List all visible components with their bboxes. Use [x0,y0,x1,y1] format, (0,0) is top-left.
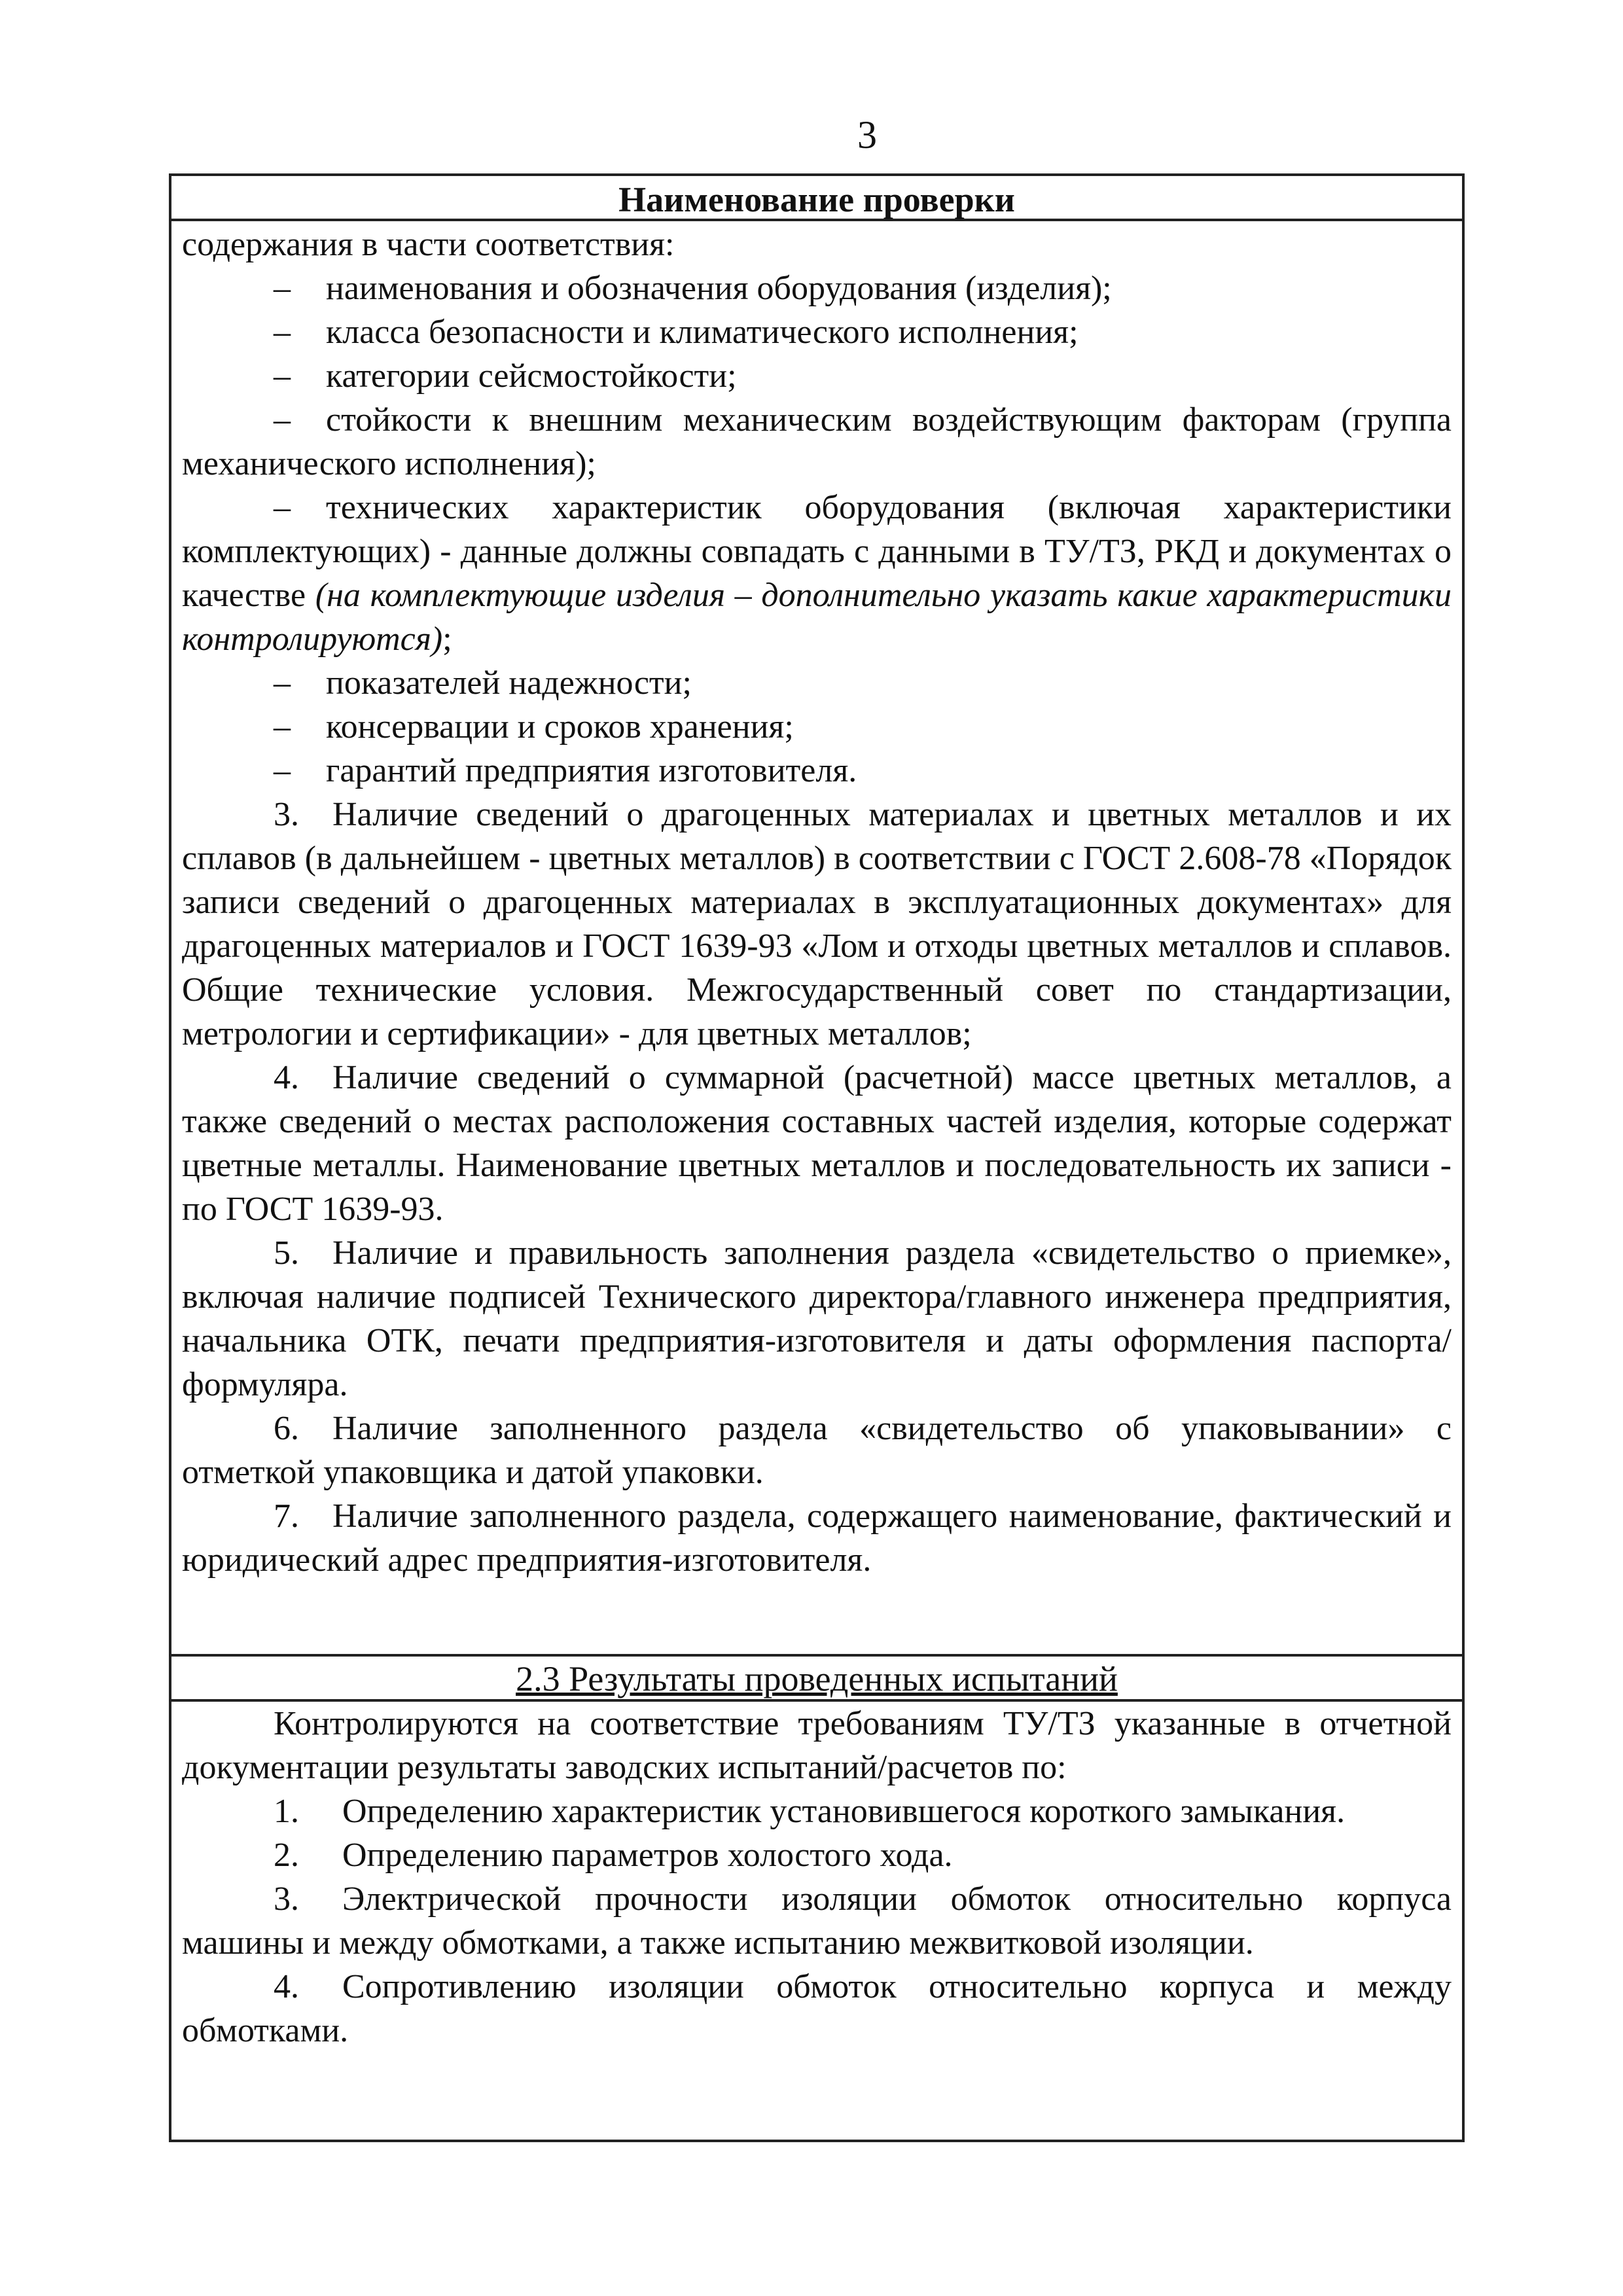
dash-mark: – [274,270,291,307]
numbered-item: 3. Электрической прочности изоляции обмоток относительно корпуса машины и между обмотками, а также испытанию межвитковой изоляции. [182,1880,1452,1962]
numbered-item: 3. Наличие сведений о драгоценных материалах и цветных металлов и их сплавов (в дальнейшем - цветных металлов) в соответствии с ГОСТ 2.608-78 «Порядок записи сведений о драгоценных материалах в эксплуатационных документах» для драгоценных материалов и ГОСТ 1639-93 «Лом и отходы цветных металлов и сплавов. Общие технические условия. Межгосударственный совет по стандартизации, метрологии и сертификации» - для цветных металлов; [182,796,1452,1052]
dash-mark: – [274,664,291,702]
numbered-item: 4. Наличие сведений о суммарной (расчетной) массе цветных металлов, а также сведений о местах расположения составных частей изделия, которые содержат цветные металлы. Наименование цветных металлов и последовательность их записи - по ГОСТ 1639-93. [182,1059,1452,1228]
numbered-item: 2. Определению параметров холостого хода. [274,1837,953,1874]
dash-mark: – [274,357,291,395]
numbered-item: 6. Наличие заполненного раздела «свидетельство об упаковывании» с отметкой упаковщика и датой упаковки. [182,1410,1452,1491]
numbered-item: 1. Определению характеристик установившегося короткого замыкания. [274,1793,1346,1830]
table-bottom-border [169,2140,1465,2142]
numbered-item: 7. Наличие заполненного раздела, содержащего наименование, фактический и юридический адрес предприятия-изготовителя. [182,1498,1452,1579]
dash-mark: – [274,401,291,439]
test-results-block [182,1702,1452,2053]
list-item: – технических характеристик оборудования (включая характеристики комплектующих) - данные должны совпадать с данными в ТУ/ТЗ, РКД и документах о качестве (на комплектующие изделия – дополнительно указать какие характеристики контролируются); [182,486,1452,661]
intro-text: содержания в части соответствия: [182,226,675,263]
dash-mark: – [274,708,291,745]
numbered-item: 4. Сопротивлению изоляции обмоток относительно корпуса и между обмотками. [182,1968,1452,2049]
dash-mark: – [274,314,291,351]
list-item: – показателей надежности; [182,661,1452,705]
table-header-title: Наименование проверки [618,180,1015,219]
italic-note: (на комплектующие изделия – дополнительно указать какие характеристики контролируются) [182,577,1452,658]
dash-mark: – [274,752,291,789]
section-divider-top [169,1654,1465,1657]
numbered-item: 5. Наличие и правильность заполнения раздела «свидетельство о приемке», включая наличие подписей Технического директора/главного инженера предприятия, начальника ОТК, печати предприятия-изготовителя и даты оформления паспорта/формуляра. [182,1234,1452,1403]
section-title: 2.3 Результаты проведенных испытаний [516,1659,1118,1698]
list-item: – наименования и обозначения оборудования (изделия); [182,266,1452,310]
table-top-border [169,173,1465,176]
list-item: – категории сейсмостойкости; [182,354,1452,398]
dash-mark: – [274,489,291,526]
page-number: 3 [857,113,877,156]
list-item: – консервации и сроков хранения; [182,705,1452,749]
list-item: – класса безопасности и климатического исполнения; [182,310,1452,354]
list-item: – гарантий предприятия изготовителя. [182,749,1452,793]
section-intro: Контролируются на соответствие требованиям ТУ/ТЗ указанные в отчетной документации результаты заводских испытаний/расчетов по: [182,1705,1452,1786]
check-content-block [182,223,1452,1582]
list-item: – стойкости к внешним механическим воздействующим факторам (группа механического исполнения); [182,398,1452,486]
